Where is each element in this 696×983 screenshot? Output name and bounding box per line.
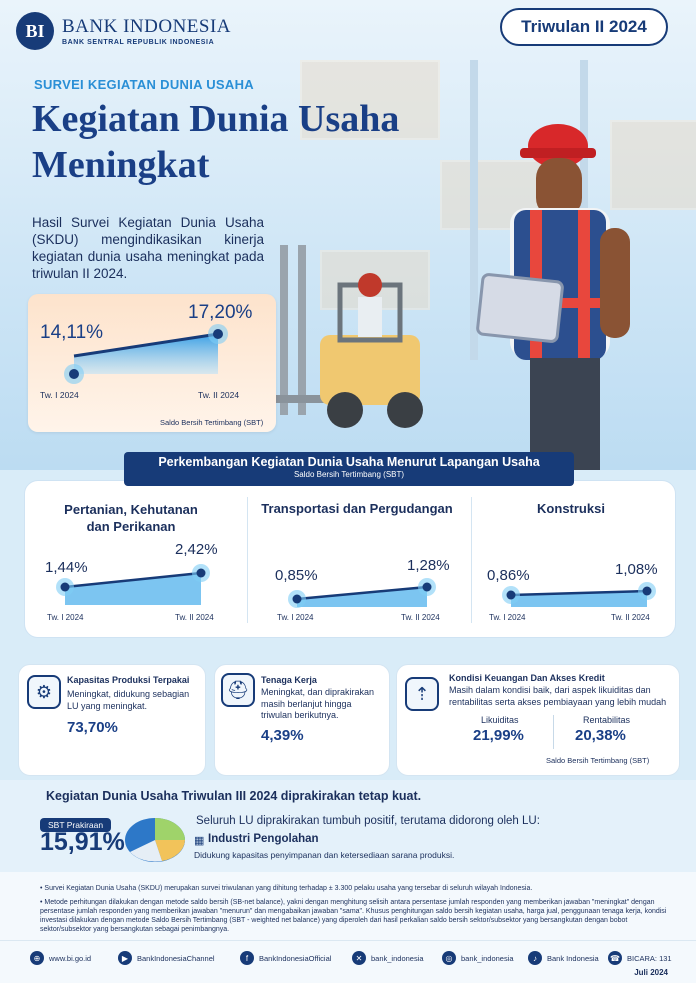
sector-name-line1: Pertanian, Kehutanan xyxy=(64,502,198,517)
social-x[interactable] xyxy=(352,951,424,965)
bi-logo-mark: BI xyxy=(16,12,54,50)
facebook-icon: f xyxy=(240,951,254,965)
sector-q1-point xyxy=(293,595,302,604)
liquidity-value: 21,99% xyxy=(473,727,524,744)
factory-icon: ⚙ xyxy=(27,675,61,709)
sector-konstruksi-q1-label: Tw. I 2024 xyxy=(489,613,526,622)
tiktok-icon: ♪ xyxy=(528,951,542,965)
sector-transportasi-q2: 1,28% xyxy=(407,557,450,574)
profit-label: Rentabilitas xyxy=(583,715,631,725)
capacity-card xyxy=(18,664,206,776)
headline-q1-label: Tw. I 2024 xyxy=(40,390,79,400)
sector-panel xyxy=(24,480,676,638)
forecast-pie-icon xyxy=(122,808,188,866)
brand-name: BANK INDONESIA xyxy=(62,15,232,37)
liquidity-label: Likuiditas xyxy=(481,715,519,725)
page-title: Kegiatan Dunia Usaha Meningkat xyxy=(32,98,400,186)
youtube-icon: ▶ xyxy=(118,951,132,965)
social-tiktok[interactable] xyxy=(528,951,599,965)
finance-title: Kondisi Keuangan Dan Akses Kredit xyxy=(449,673,605,683)
sector-section-banner xyxy=(124,452,574,486)
footnote-text: Survei Kegiatan Dunia Usaha (SKDU) merupakan survei triwulanan yang dihitung terhadap ± 3.300 pelaku usaha yang tersebar di seluruh wilayah Indonesia. xyxy=(44,885,533,892)
social-instagram[interactable] xyxy=(442,951,514,965)
forecast-pill-label: SBT Prakiraan xyxy=(40,818,111,832)
divider xyxy=(553,715,554,749)
sector-name-line2: dan Perikanan xyxy=(86,519,176,534)
period-badge: Triwulan II 2024 xyxy=(500,8,668,46)
labor-value: 4,39% xyxy=(261,727,304,744)
sector-transportasi-q1: 0,85% xyxy=(275,567,318,584)
brand-logo[interactable] xyxy=(16,12,231,50)
footnote-1: • Survei Kegiatan Dunia Usaha (SKDU) merupakan survei triwulanan yang dihitung terhadap ± 3.300 pelaku usaha yang tersebar di seluruh wilayah Indonesia. xyxy=(40,885,533,892)
x-icon: ✕ xyxy=(352,951,366,965)
brand-subtitle: BANK SENTRAL REPUBLIK INDONESIA xyxy=(62,38,215,46)
social-label: BICARA: 131 xyxy=(627,953,672,963)
cards-sbt-note: Saldo Bersih Tertimbang (SBT) xyxy=(546,756,650,765)
sector-pertanian-q1-label: Tw. I 2024 xyxy=(47,613,84,622)
labor-title: Tenaga Kerja xyxy=(261,675,317,685)
footnote-2: • Metode perhitungan dilakukan dengan metode saldo bersih (SB-net balance), yakni dengan menghitung selisih antara persentase jumlah responden yang memberikan jawaban "meningkat" dengan persentase jumlah responden yang memberikan jawaban "menurun" dan mengabaikan jawaban "sama". Khusus penghitungan saldo bersih kegiatan usaha, harga jual, penggunaan tenaga kerja, kondisi investasi dilakukan dengan metode Saldo Bersih Tertimbang (SBT - weighted net balance) yang diperoleh dari hasil perkalian saldo bersih sektor/subsektor yang bersangkutan dengan bobot sektor/subsektor yang bersangkutan sebagai penimbangnya. xyxy=(40,899,667,933)
forecast-sector: Industri Pengolahan xyxy=(208,833,319,845)
sector-konstruksi-title: Konstruksi xyxy=(537,501,605,516)
social-youtube[interactable] xyxy=(118,951,215,965)
forecast-text: Seluruh LU diprakirakan tumbuh positif, terutama didorong oleh LU: xyxy=(196,815,540,827)
sector-pertanian-q1: 1,44% xyxy=(45,559,88,576)
social-label: bank_indonesia xyxy=(371,953,424,963)
instagram-icon: ◎ xyxy=(442,951,456,965)
intro-text: Hasil Survei Kegiatan Dunia Usaha (SKDU) mengindikasikan kinerja kegiatan dunia usaha meningkat pada triwulan II 2024. xyxy=(32,215,264,281)
social-label: BankIndonesiaChannel xyxy=(137,953,215,963)
social-label: www.bi.go.id xyxy=(49,953,92,963)
sector-konstruksi-q2-label: Tw. II 2024 xyxy=(611,613,650,622)
forecast-title: Kegiatan Dunia Usaha Triwulan III 2024 diprakirakan tetap kuat. xyxy=(46,789,422,803)
sector-transportasi-title: Transportasi dan Pergudangan xyxy=(261,501,453,516)
divider xyxy=(247,497,248,623)
social-web[interactable] xyxy=(30,951,91,965)
footnotes-section xyxy=(0,872,696,942)
sector-q1-point xyxy=(507,591,516,600)
divider xyxy=(471,497,472,623)
sector-q2-point xyxy=(643,587,652,596)
sector-konstruksi-q2: 1,08% xyxy=(615,561,658,578)
social-label: Bank Indonesia xyxy=(547,953,599,963)
forecast-pill-value: 15,91% xyxy=(40,828,125,856)
globe-icon: ⊕ xyxy=(30,951,44,965)
profit-value: 20,38% xyxy=(575,727,626,744)
social-label: BankIndonesiaOfficial xyxy=(259,953,332,963)
headline-q1-point xyxy=(69,369,79,379)
sector-pertanian-title xyxy=(41,501,221,535)
sector-transportasi-q2-label: Tw. II 2024 xyxy=(401,613,440,622)
labor-body: Meningkat, dan diprakirakan masih berlanjut hingga triwulan berikutnya. xyxy=(261,687,375,720)
sector-pertanian-q2: 2,42% xyxy=(175,541,218,558)
money-growth-icon: ⇡ xyxy=(405,677,439,711)
hardhat-icon: ⛑ xyxy=(221,673,255,707)
finance-body: Masih dalam kondisi baik, dari aspek likuiditas dan rentabilitas serta akses pembiayaan yang lebih mudah xyxy=(449,685,667,707)
social-label: bank_indonesia xyxy=(461,953,514,963)
sector-pertanian-q2-label: Tw. II 2024 xyxy=(175,613,214,622)
social-bar xyxy=(0,940,696,983)
publication-date: Juli 2024 xyxy=(634,968,668,977)
social-bicara[interactable] xyxy=(608,951,672,965)
worker-illustration xyxy=(450,118,680,470)
capacity-title: Kapasitas Produksi Terpakai xyxy=(67,675,190,685)
headline-q2-value: 17,20% xyxy=(188,302,253,323)
sector-konstruksi-chart xyxy=(501,579,671,613)
headline-sbt-card xyxy=(28,294,276,432)
sector-section-title: Perkembangan Kegiatan Dunia Usaha Menurut Lapangan Usaha xyxy=(158,455,540,469)
sector-konstruksi-q1: 0,86% xyxy=(487,567,530,584)
forecast-desc: Didukung kapasitas penyimpanan dan ketersediaan sarana produksi. xyxy=(194,850,455,860)
footnote-text: Metode perhitungan dilakukan dengan metode saldo bersih (SB-net balance), yakni dengan menghitung selisih antara persentase jumlah responden yang memberikan jawaban "meningkat" dengan persentase jumlah responden yang memberikan jawaban "menurun" dan mengabaikan jawaban "sama". Khusus penghitungan saldo bersih kegiatan usaha, harga jual, penggunaan tenaga kerja, kondisi investasi dilakukan dengan metode Saldo Bersih Tertimbang (SBT - weighted net balance) yang diperoleh dari hasil perkalian saldo bersih sektor/subsektor yang bersangkutan dengan bobot sektor/subsektor yang bersangkutan sebagai penimbangnya. xyxy=(40,899,667,933)
headline-q2-label: Tw. II 2024 xyxy=(198,390,240,400)
social-facebook[interactable] xyxy=(240,951,331,965)
headline-sbt-note: Saldo Bersih Tertimbang (SBT) xyxy=(160,418,264,427)
headline-q2-point xyxy=(213,329,223,339)
capacity-value: 73,70% xyxy=(67,719,118,736)
sector-q1-point xyxy=(61,583,70,592)
industry-icon: ▦ xyxy=(194,835,205,847)
sector-q2-point xyxy=(423,583,432,592)
sector-q2-point xyxy=(197,569,206,578)
capacity-body: Meningkat, didukung sebagian LU yang meningkat. xyxy=(67,689,190,711)
sector-section-subtitle: Saldo Bersih Tertimbang (SBT) xyxy=(293,470,405,479)
kicker-text: SURVEI KEGIATAN DUNIA USAHA xyxy=(34,77,254,92)
bicara-icon: ☎ xyxy=(608,951,622,965)
sector-transportasi-q1-label: Tw. I 2024 xyxy=(277,613,314,622)
labor-card xyxy=(214,664,390,776)
headline-q1-value: 14,11% xyxy=(40,322,104,343)
forklift-illustration xyxy=(270,245,440,445)
